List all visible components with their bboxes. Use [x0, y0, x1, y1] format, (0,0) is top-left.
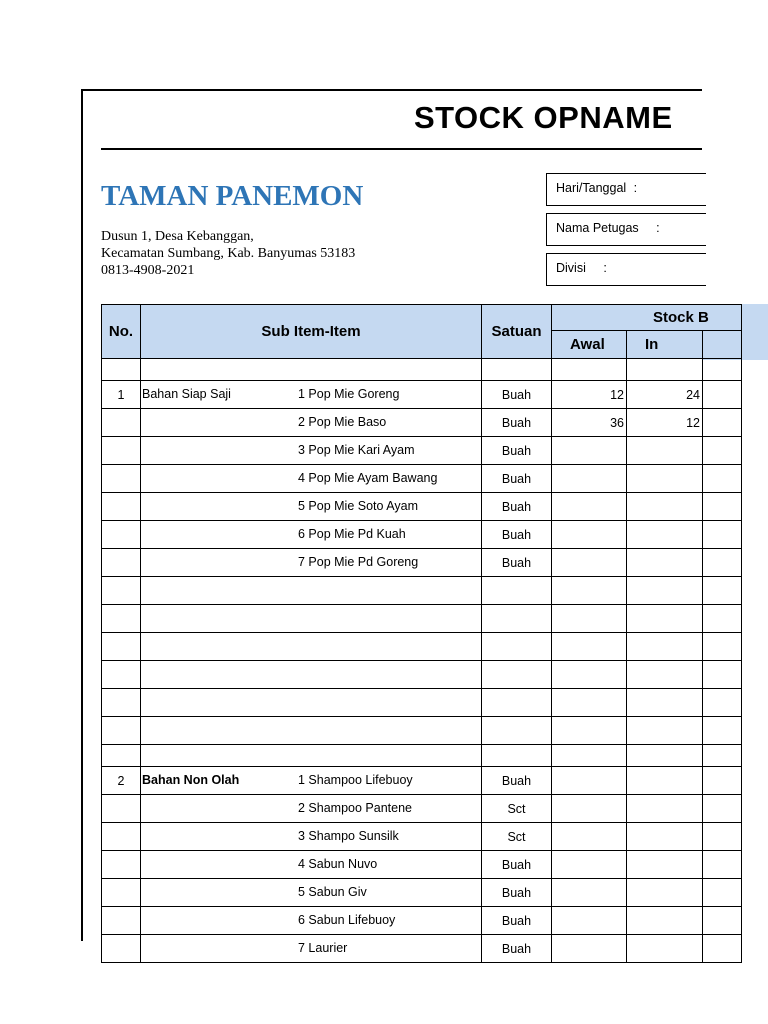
stock-table-container	[101, 304, 709, 956]
cell-sub-item	[141, 795, 482, 823]
cell-satuan: Buah	[482, 465, 552, 493]
empty-cell[interactable]	[627, 661, 703, 689]
cell-satuan: Buah	[482, 437, 552, 465]
division-colon: :	[603, 261, 607, 275]
spacer-cell	[102, 745, 141, 767]
page-title: STOCK OPNAME	[414, 100, 673, 135]
cell-satuan: Buah	[482, 851, 552, 879]
cell-satuan: Buah	[482, 493, 552, 521]
item-name: 6 Pop Mie Pd Kuah	[298, 527, 406, 541]
empty-cell[interactable]	[552, 577, 627, 605]
item-name: 7 Laurier	[298, 941, 348, 955]
spacer-cell	[703, 359, 742, 381]
empty-cell[interactable]	[102, 717, 141, 745]
cell-satuan: Buah	[482, 521, 552, 549]
cell-in[interactable]	[627, 823, 703, 851]
cell-sub-item	[141, 437, 482, 465]
frame-top-border	[81, 89, 702, 91]
cell-no	[102, 437, 141, 465]
cell-no	[102, 823, 141, 851]
item-name: 3 Pop Mie Kari Ayam	[298, 443, 415, 457]
cell-satuan: Sct	[482, 823, 552, 851]
empty-row	[102, 633, 742, 661]
cell-no: 2	[102, 767, 141, 795]
division-field[interactable]	[546, 253, 706, 286]
cell-extra[interactable]	[703, 879, 742, 907]
empty-cell[interactable]	[102, 689, 141, 717]
cell-sub-item	[141, 767, 482, 795]
empty-cell[interactable]	[482, 717, 552, 745]
empty-cell[interactable]	[627, 605, 703, 633]
empty-cell[interactable]	[482, 577, 552, 605]
cell-sub-item	[141, 549, 482, 577]
officer-name-field[interactable]	[546, 213, 706, 246]
table-row	[102, 521, 742, 549]
item-name: 6 Sabun Lifebuoy	[298, 913, 396, 927]
header-no: No.	[102, 305, 141, 359]
category-label: Bahan Non Olah	[142, 773, 240, 787]
table-row	[102, 879, 742, 907]
address-line-2: Kecamatan Sumbang, Kab. Banyumas 53183	[101, 246, 356, 261]
date-field-label: Hari/Tanggal	[556, 181, 627, 195]
cell-satuan: Buah	[482, 409, 552, 437]
table-row	[102, 823, 742, 851]
table-row	[102, 795, 742, 823]
stock-table-body	[102, 359, 742, 963]
item-name: 5 Sabun Giv	[298, 885, 367, 899]
item-name: 7 Pop Mie Pd Goreng	[298, 555, 419, 569]
cell-in[interactable]	[627, 549, 703, 577]
cell-in[interactable]	[627, 907, 703, 935]
cell-extra[interactable]	[703, 409, 742, 437]
empty-cell[interactable]	[482, 633, 552, 661]
division-label: Divisi	[556, 261, 586, 275]
header-satuan: Satuan	[482, 305, 552, 359]
cell-no	[102, 851, 141, 879]
cell-no	[102, 879, 141, 907]
empty-cell[interactable]	[703, 661, 742, 689]
cell-awal[interactable]	[552, 851, 627, 879]
cell-no	[102, 907, 141, 935]
cell-in[interactable]: 12	[627, 409, 703, 437]
cell-in[interactable]	[627, 851, 703, 879]
cell-sub-item	[141, 409, 482, 437]
cell-no	[102, 493, 141, 521]
cell-no	[102, 549, 141, 577]
empty-cell[interactable]	[482, 605, 552, 633]
cell-awal[interactable]	[552, 879, 627, 907]
spacer-cell	[102, 359, 141, 381]
cell-extra[interactable]	[703, 935, 742, 963]
officer-name-colon: :	[656, 221, 660, 235]
cell-awal[interactable]	[552, 437, 627, 465]
empty-row	[102, 689, 742, 717]
table-row	[102, 493, 742, 521]
cell-in[interactable]	[627, 521, 703, 549]
cell-extra[interactable]	[703, 437, 742, 465]
table-row	[102, 549, 742, 577]
date-field[interactable]	[546, 173, 706, 206]
officer-name-label: Nama Petugas	[556, 221, 639, 235]
cell-awal[interactable]	[552, 935, 627, 963]
cell-sub-item	[141, 907, 482, 935]
category-label: Bahan Siap Saji	[142, 387, 231, 401]
empty-cell[interactable]	[141, 661, 482, 689]
empty-row	[102, 577, 742, 605]
table-row	[102, 381, 742, 409]
cell-awal[interactable]	[552, 465, 627, 493]
company-phone: 0813-4908-2021	[101, 263, 195, 278]
cell-sub-item	[141, 823, 482, 851]
cell-extra[interactable]	[703, 381, 742, 409]
header-stock-group: Stock B	[552, 305, 742, 331]
group-spacer-row	[102, 359, 742, 381]
empty-cell[interactable]	[627, 633, 703, 661]
cell-no	[102, 795, 141, 823]
cell-in[interactable]	[627, 767, 703, 795]
address-line-1: Dusun 1, Desa Kebanggan,	[101, 229, 254, 244]
empty-cell[interactable]	[703, 577, 742, 605]
cell-awal[interactable]	[552, 549, 627, 577]
cell-awal[interactable]: 12	[552, 381, 627, 409]
cell-satuan: Buah	[482, 381, 552, 409]
cell-extra[interactable]	[703, 549, 742, 577]
item-name: 2 Shampoo Pantene	[298, 801, 412, 815]
empty-cell[interactable]	[703, 689, 742, 717]
cell-satuan: Buah	[482, 907, 552, 935]
empty-cell[interactable]	[627, 577, 703, 605]
spacer-cell	[703, 745, 742, 767]
empty-cell[interactable]	[552, 633, 627, 661]
table-row	[102, 465, 742, 493]
cell-in[interactable]	[627, 437, 703, 465]
empty-cell[interactable]	[141, 717, 482, 745]
cell-in[interactable]	[627, 465, 703, 493]
empty-cell[interactable]	[141, 689, 482, 717]
empty-row	[102, 605, 742, 633]
item-name: 1 Shampoo Lifebuoy	[298, 773, 413, 787]
table-row	[102, 935, 742, 963]
empty-cell[interactable]	[627, 717, 703, 745]
empty-row	[102, 661, 742, 689]
empty-cell[interactable]	[482, 689, 552, 717]
cell-extra[interactable]	[703, 493, 742, 521]
cell-extra[interactable]	[703, 521, 742, 549]
cell-sub-item	[141, 935, 482, 963]
cell-in[interactable]	[627, 795, 703, 823]
item-name: 4 Pop Mie Ayam Bawang	[298, 471, 438, 485]
table-row	[102, 767, 742, 795]
empty-cell[interactable]	[552, 605, 627, 633]
cell-no: 1	[102, 381, 141, 409]
spacer-cell	[552, 359, 627, 381]
cell-no	[102, 465, 141, 493]
item-name: 2 Pop Mie Baso	[298, 415, 387, 429]
cell-sub-item	[141, 879, 482, 907]
spacer-cell	[627, 745, 703, 767]
cell-in[interactable]	[627, 879, 703, 907]
empty-cell[interactable]	[141, 605, 482, 633]
item-name: 1 Pop Mie Goreng	[298, 387, 400, 401]
empty-cell[interactable]	[141, 577, 482, 605]
item-name: 5 Pop Mie Soto Ayam	[298, 499, 418, 513]
header-extra	[703, 331, 742, 359]
stock-table	[101, 304, 742, 963]
cell-awal[interactable]	[552, 767, 627, 795]
table-row	[102, 409, 742, 437]
cell-extra[interactable]	[703, 907, 742, 935]
empty-cell[interactable]	[552, 717, 627, 745]
cell-awal[interactable]	[552, 521, 627, 549]
header-sub-item: Sub Item-Item	[141, 305, 482, 359]
spacer-cell	[552, 745, 627, 767]
spacer-cell	[141, 745, 482, 767]
cell-sub-item	[141, 851, 482, 879]
item-name: 4 Sabun Nuvo	[298, 857, 378, 871]
cell-no	[102, 409, 141, 437]
empty-row	[102, 717, 742, 745]
cell-sub-item	[141, 381, 482, 409]
cell-satuan: Sct	[482, 795, 552, 823]
cell-extra[interactable]	[703, 851, 742, 879]
empty-cell[interactable]	[102, 577, 141, 605]
cell-in[interactable]	[627, 493, 703, 521]
cell-satuan: Buah	[482, 879, 552, 907]
empty-cell[interactable]	[703, 717, 742, 745]
cell-extra[interactable]	[703, 465, 742, 493]
empty-cell[interactable]	[552, 661, 627, 689]
item-name: 3 Shampo Sunsilk	[298, 829, 399, 843]
spacer-cell	[482, 745, 552, 767]
empty-cell[interactable]	[627, 689, 703, 717]
empty-cell[interactable]	[141, 633, 482, 661]
empty-cell[interactable]	[703, 633, 742, 661]
cell-awal[interactable]	[552, 493, 627, 521]
cell-awal[interactable]: 36	[552, 409, 627, 437]
cell-extra[interactable]	[703, 795, 742, 823]
title-divider	[101, 148, 702, 150]
cell-satuan: Buah	[482, 549, 552, 577]
spacer-cell	[482, 359, 552, 381]
cell-satuan: Buah	[482, 767, 552, 795]
date-field-colon: :	[633, 181, 638, 195]
empty-cell[interactable]	[552, 689, 627, 717]
company-name: TAMAN PANEMON	[101, 180, 364, 212]
empty-cell[interactable]	[482, 661, 552, 689]
group-spacer-row	[102, 745, 742, 767]
cell-satuan: Buah	[482, 935, 552, 963]
header-awal: Awal	[552, 331, 627, 359]
cell-extra[interactable]	[703, 767, 742, 795]
empty-cell[interactable]	[102, 633, 141, 661]
cell-awal[interactable]	[552, 795, 627, 823]
spacer-cell	[627, 359, 703, 381]
spacer-cell	[141, 359, 482, 381]
cell-extra[interactable]	[703, 823, 742, 851]
empty-cell[interactable]	[102, 605, 141, 633]
cell-awal[interactable]	[552, 907, 627, 935]
header-in: In	[627, 331, 703, 359]
empty-cell[interactable]	[102, 661, 141, 689]
cell-sub-item	[141, 493, 482, 521]
cell-in[interactable]	[627, 935, 703, 963]
cell-no	[102, 521, 141, 549]
empty-cell[interactable]	[703, 605, 742, 633]
cell-awal[interactable]	[552, 823, 627, 851]
frame-left-border	[81, 89, 83, 941]
cell-in[interactable]: 24	[627, 381, 703, 409]
cell-sub-item	[141, 465, 482, 493]
cell-sub-item	[141, 521, 482, 549]
table-row	[102, 437, 742, 465]
table-row	[102, 851, 742, 879]
cell-no	[102, 935, 141, 963]
table-row	[102, 907, 742, 935]
